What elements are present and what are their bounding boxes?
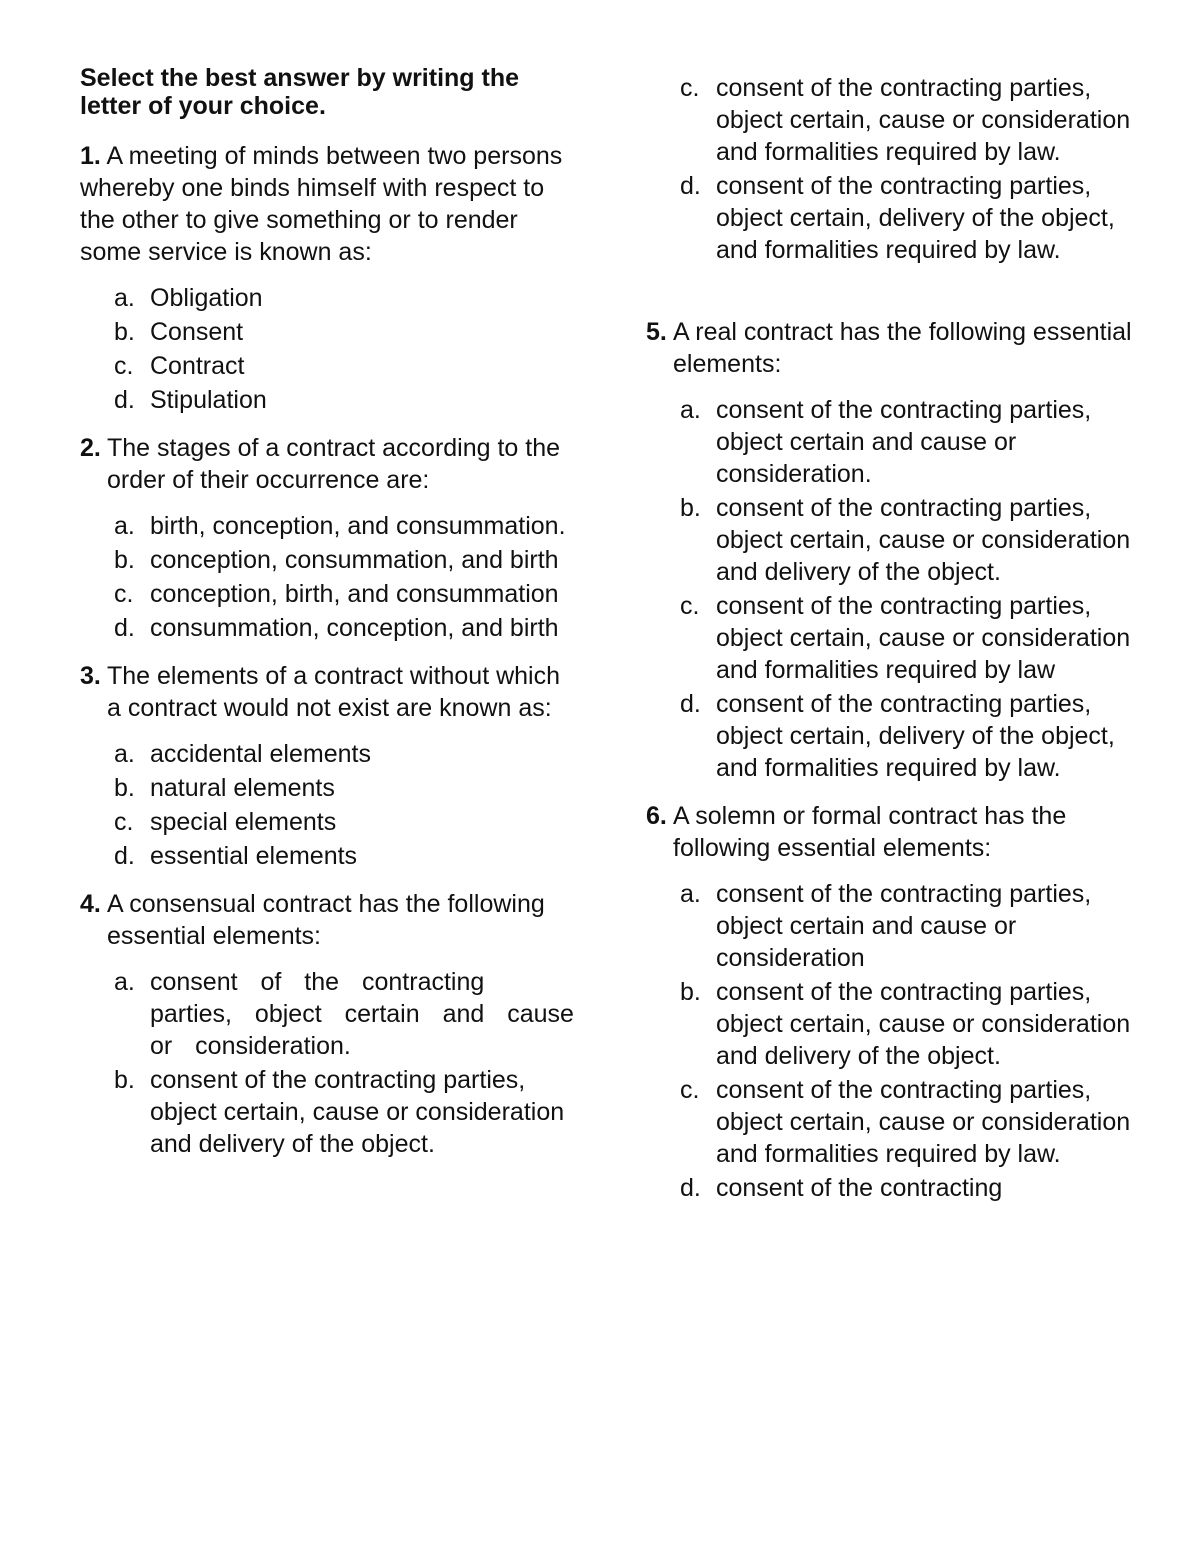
option-list [80, 966, 580, 1160]
question-4 [80, 888, 580, 1160]
option-letter: b. [114, 774, 135, 802]
option-letter: b. [680, 494, 701, 522]
option-text: conception, consummation, and birth [150, 546, 559, 574]
option-c [80, 806, 580, 838]
option-letter: d. [680, 172, 701, 200]
question-text: A meeting of minds between two persons whereby one binds himself with respect to the other to give something or to render some service is known as: [80, 142, 563, 266]
option-list [646, 394, 1146, 784]
option-list [646, 878, 1146, 1204]
question-2 [80, 432, 580, 644]
option-list [80, 738, 580, 872]
question-number: 4. [80, 890, 101, 918]
question-stem [80, 140, 580, 268]
option-letter: a. [114, 968, 135, 996]
question-4-continued [646, 72, 1146, 266]
question-number: 1. [80, 142, 101, 170]
option-d [646, 1172, 1146, 1204]
option-list [646, 72, 1146, 266]
option-a [80, 738, 580, 770]
option-c [646, 590, 1146, 686]
question-text: The stages of a contract according to the order of their occurrence are: [107, 434, 561, 494]
option-b [80, 544, 580, 576]
question-number: 2. [80, 434, 101, 462]
option-c [80, 578, 580, 610]
question-5 [646, 316, 1146, 784]
option-text: consent of the contracting parties, object certain, cause or consideration and formalities required by law. [716, 1076, 1131, 1168]
question-text: A real contract has the following essential elements: [673, 318, 1132, 378]
option-letter: a. [114, 740, 135, 768]
option-letter: c. [114, 352, 134, 380]
option-c [80, 350, 580, 382]
left-column [80, 64, 580, 1176]
option-letter: d. [680, 1174, 701, 1202]
option-text: essential elements [150, 842, 358, 870]
question-number: 5. [646, 318, 667, 346]
option-c [646, 1074, 1146, 1170]
option-b [80, 316, 580, 348]
question-stem [80, 888, 580, 952]
option-text: consent of the contracting parties, object certain, cause or consideration and formalities required by law. [716, 74, 1131, 166]
option-text: consent of the contracting parties, object certain, cause or consideration and delivery of the object. [716, 978, 1131, 1070]
option-a [646, 394, 1146, 490]
option-text: accidental elements [150, 740, 371, 768]
option-letter: c. [114, 580, 134, 608]
option-text: special elements [150, 808, 337, 836]
option-d [646, 170, 1146, 266]
option-a [80, 510, 580, 542]
option-a [80, 966, 580, 1062]
question-stem [646, 800, 1146, 864]
question-stem [646, 316, 1146, 380]
option-text: Contract [150, 352, 245, 380]
question-number: 3. [80, 662, 101, 690]
option-list [80, 282, 580, 416]
option-text: consent of the contracting parties, object certain and cause or consideration [716, 880, 1092, 972]
question-stem [80, 660, 580, 724]
option-d [80, 384, 580, 416]
option-text: consent of the contracting parties, object certain, cause or consideration and formalities required by law [716, 592, 1131, 684]
question-text: A solemn or formal contract has the following essential elements: [673, 802, 1067, 862]
option-text: birth, conception, and consummation. [150, 512, 566, 540]
option-text: consent of the contracting parties, object certain, delivery of the object, and formalities required by law. [716, 690, 1115, 782]
option-letter: d. [114, 842, 135, 870]
option-letter: c. [680, 1076, 700, 1104]
option-text: Consent [150, 318, 244, 346]
option-letter: b. [114, 318, 135, 346]
question-3 [80, 660, 580, 872]
option-letter: d. [114, 386, 135, 414]
option-letter: a. [114, 284, 135, 312]
instructions: Select the best answer by writing the letter of your choice. [80, 64, 520, 120]
question-stem [80, 432, 580, 496]
option-letter: c. [680, 592, 700, 620]
option-letter: d. [680, 690, 701, 718]
option-d [646, 688, 1146, 784]
option-letter: b. [680, 978, 701, 1006]
option-letter: c. [114, 808, 134, 836]
option-b [646, 492, 1146, 588]
option-list [80, 510, 580, 644]
option-text: consent of the contracting parties, object certain, delivery of the object, and formalities required by law. [716, 172, 1115, 264]
option-text: Stipulation [150, 386, 267, 414]
option-text: Obligation [150, 284, 263, 312]
option-letter: c. [680, 74, 700, 102]
option-b [80, 772, 580, 804]
option-text: consent of the contracting parties, object certain, cause or consideration and delivery of the object. [716, 494, 1131, 586]
option-letter: b. [114, 546, 135, 574]
option-letter: b. [114, 1066, 135, 1094]
option-c [646, 72, 1146, 168]
question-text: A consensual contract has the following essential elements: [107, 890, 545, 950]
option-b [646, 976, 1146, 1072]
option-text: consent of the contracting [716, 1174, 1003, 1202]
right-column [646, 72, 1146, 1220]
option-text: consent of the contracting parties, object certain and cause or consideration. [716, 396, 1092, 488]
question-1 [80, 140, 580, 416]
option-text: conception, birth, and consummation [150, 580, 559, 608]
question-text: The elements of a contract without which a contract would not exist are known as: [107, 662, 561, 722]
option-text: natural elements [150, 774, 335, 802]
option-b [80, 1064, 580, 1160]
option-text: consent of the contracting parties, object certain, cause or consideration and delivery of the object. [150, 1066, 565, 1158]
option-a [80, 282, 580, 314]
question-number: 6. [646, 802, 667, 830]
option-letter: d. [114, 614, 135, 642]
option-d [80, 612, 580, 644]
option-text: consummation, conception, and birth [150, 614, 559, 642]
question-6 [646, 800, 1146, 1204]
option-letter: a. [680, 880, 701, 908]
option-letter: a. [114, 512, 135, 540]
option-d [80, 840, 580, 872]
option-letter: a. [680, 396, 701, 424]
option-a [646, 878, 1146, 974]
option-text: consent of the contracting parties, object certain and cause or consideration. [150, 968, 574, 1060]
